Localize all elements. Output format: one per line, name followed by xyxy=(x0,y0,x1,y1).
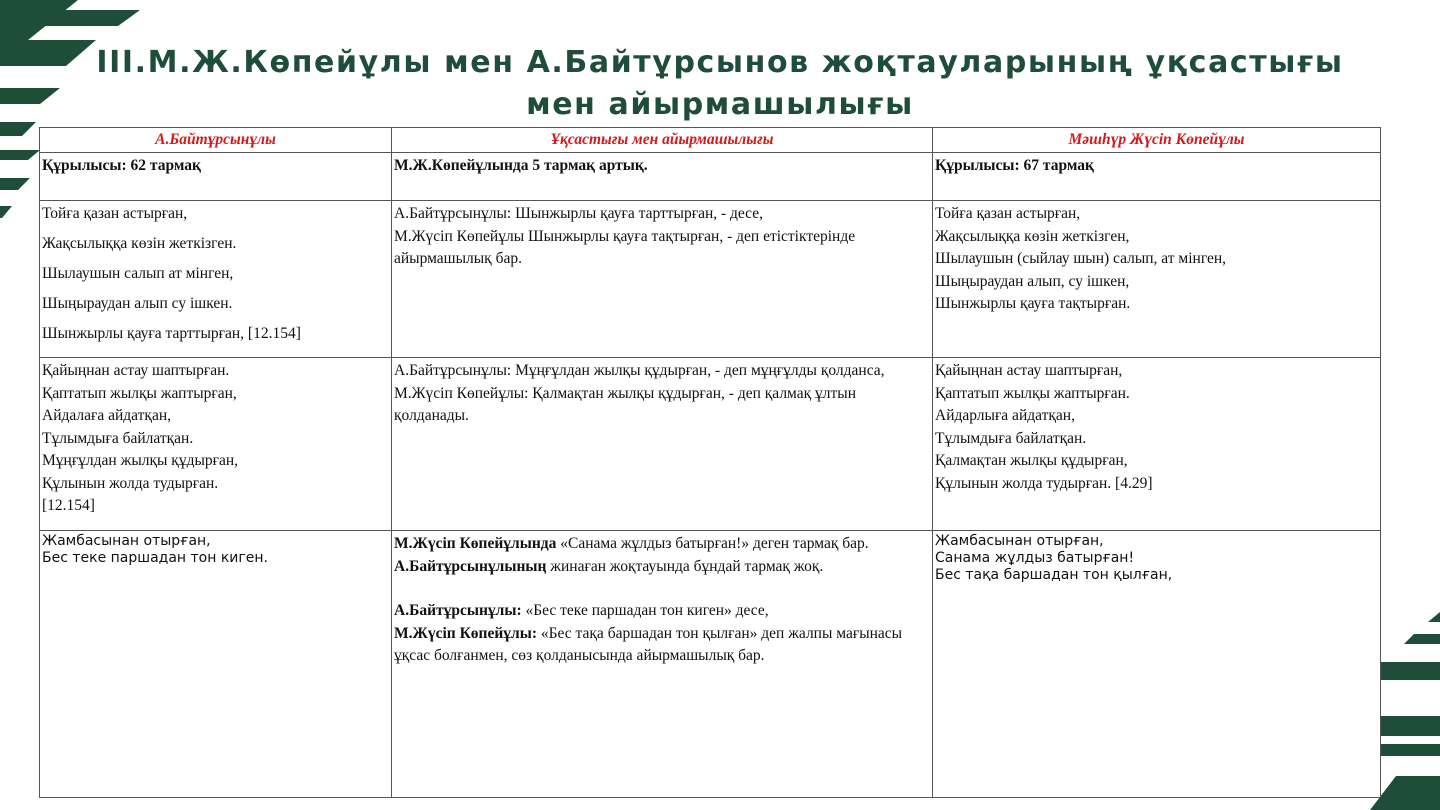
verse-line: Шылаушын (сыйлау шын) салып, ат мінген, xyxy=(935,250,1227,267)
verse-line: Жақсылыққа көзін жеткізген, xyxy=(935,227,1130,245)
table-header-row xyxy=(40,128,1381,153)
verse-line: Тойға қазан астырған, xyxy=(42,205,188,222)
stripe-left-6 xyxy=(0,150,40,160)
verse-cell xyxy=(40,201,392,358)
comparison-line: М.Жүсіп Көпейұлы: Қалмақтан жылқы құдырған, - деп қалмақ ұлтын қолданады. xyxy=(394,384,857,424)
stripe-left-4 xyxy=(0,88,60,104)
verse-line: Жақсылыққа көзін жеткізген. xyxy=(42,235,237,253)
verse-line: Қалмақтан жылқы құдырған, xyxy=(935,452,1128,469)
verse-cell xyxy=(933,201,1381,358)
verse-line: Тойға қазан астырған, xyxy=(935,205,1081,222)
stripe-right-2 xyxy=(1404,634,1440,644)
verse-line: Жамбасынан отырған, xyxy=(42,533,211,549)
header-similarity-difference: Ұқсастығы мен айырмашылығы xyxy=(392,128,933,153)
verse-line: Бес тақа баршадан тон қылған, xyxy=(935,567,1173,583)
comparison-cell xyxy=(392,201,933,358)
table-row xyxy=(40,358,1381,531)
comparison-cell xyxy=(392,358,933,531)
verse-line: Санама жұлдыз батырған! xyxy=(935,550,1135,566)
verse-line: Шыңыраудан алып су ішкен. xyxy=(42,295,233,313)
verse-line: Айдарлыға айдатқан, xyxy=(935,407,1075,424)
comparison-paragraph xyxy=(394,556,930,579)
comparison-paragraph xyxy=(394,600,930,623)
structure-baitursynuly: Құрылысы: 62 тармақ xyxy=(40,153,392,201)
stripe-left-1 xyxy=(0,0,78,40)
comparison-table xyxy=(39,127,1381,798)
structure-kopeiuly: Құрылысы: 67 тармақ xyxy=(933,153,1381,201)
verse-cell xyxy=(933,358,1381,531)
verse-line: Жамбасынан отырған, xyxy=(935,533,1104,549)
verse-line: Тұлымдыға байлатқан. xyxy=(935,429,1087,447)
comparison-line: А.Байтұрсынұлы: Шынжырлы қауға тарттырған, - десе, xyxy=(394,205,764,222)
stripe-left-2 xyxy=(36,10,140,26)
page-title xyxy=(70,42,1370,126)
comparison-text: жинаған жоқтауында бұндай тармақ жоқ. xyxy=(546,557,824,575)
comparison-line: А.Байтұрсынұлы: Мұңғұлдан жылқы құдырған, - деп мұңғұлды қолданса, xyxy=(394,362,885,379)
verse-line: Шынжырлы қауға тақтырған. xyxy=(935,295,1131,312)
header-baitursynuly: А.Байтұрсынұлы xyxy=(40,128,392,153)
verse-line: Мұңғұлдан жылқы құдырған, xyxy=(42,452,239,469)
table-row xyxy=(40,531,1381,798)
author-label: А.Байтұрсынұлы: xyxy=(394,602,522,619)
comparison-text: «Санама жұлдыз батырған!» деген тармақ бар. xyxy=(556,535,869,552)
comparison-text: «Бес тақа баршадан тон қылған» деп жалпы мағынасы ұқсас болғанмен, сөз қолданысында айырмашылық бар. xyxy=(394,624,903,664)
comparison-paragraph xyxy=(394,623,930,668)
verse-line: Айдалаға айдатқан, xyxy=(42,407,172,424)
verse-cell xyxy=(933,531,1381,798)
stripe-right-1 xyxy=(1428,612,1440,622)
verse-line: Құлынын жолда тудырған. [4.29] xyxy=(935,474,1153,492)
paragraph-gap xyxy=(394,578,930,600)
stripe-left-8 xyxy=(0,206,12,218)
verse-line: Қаптатып жылқы жаптырған. xyxy=(935,384,1130,402)
verse-line: Шынжырлы қауға тарттырған, [12.154] xyxy=(42,325,301,343)
verse-line: Қайыңнан астау шаптырған. xyxy=(42,362,230,379)
comparison-cell xyxy=(392,531,933,798)
structure-difference: М.Ж.Көпейұлында 5 тармақ артық. xyxy=(392,153,933,201)
verse-line: Бес теке паршадан тон киген. xyxy=(42,550,268,566)
page-title-line1: ІІІ.М.Ж.Көпейұлы мен А.Байтұрсынов жоқтауларының ұқсастығы xyxy=(96,45,1344,80)
verse-line: Шыңыраудан алып, су ішкен, xyxy=(935,272,1130,290)
table-row xyxy=(40,201,1381,358)
author-label: М.Жүсіп Көпейұлы: xyxy=(394,624,538,642)
verse-line: Шылаушын салып ат мінген, xyxy=(42,265,234,283)
verse-line: Қайыңнан астау шаптырған, xyxy=(935,362,1123,379)
verse-cell xyxy=(40,358,392,531)
comparison-paragraph xyxy=(394,533,930,556)
page-title-line2: мен айырмашылығы xyxy=(526,87,914,122)
stripe-left-5 xyxy=(0,122,36,136)
verse-cell xyxy=(40,531,392,798)
comparison-line: М.Жүсіп Көпейұлы Шынжырлы қауға тақтырған, - деп етістіктерінде айырмашылық бар. xyxy=(394,227,856,267)
verse-line: Қаптатып жылқы жаптырған, xyxy=(42,384,237,402)
verse-line: [12.154] xyxy=(42,497,95,514)
header-mashhur-zhusip: Мәшһүр Жүсіп Көпейұлы xyxy=(933,128,1381,153)
author-label: А.Байтұрсынұлының xyxy=(394,557,547,575)
verse-line: Құлынын жолда тудырған. xyxy=(42,474,219,492)
verse-line: Тұлымдыға байлатқан. xyxy=(42,429,194,447)
table-row xyxy=(40,153,1381,201)
stripe-left-7 xyxy=(0,178,30,190)
author-label: М.Жүсіп Көпейұлында xyxy=(394,535,557,552)
comparison-text: «Бес теке паршадан тон киген» десе, xyxy=(521,602,769,619)
